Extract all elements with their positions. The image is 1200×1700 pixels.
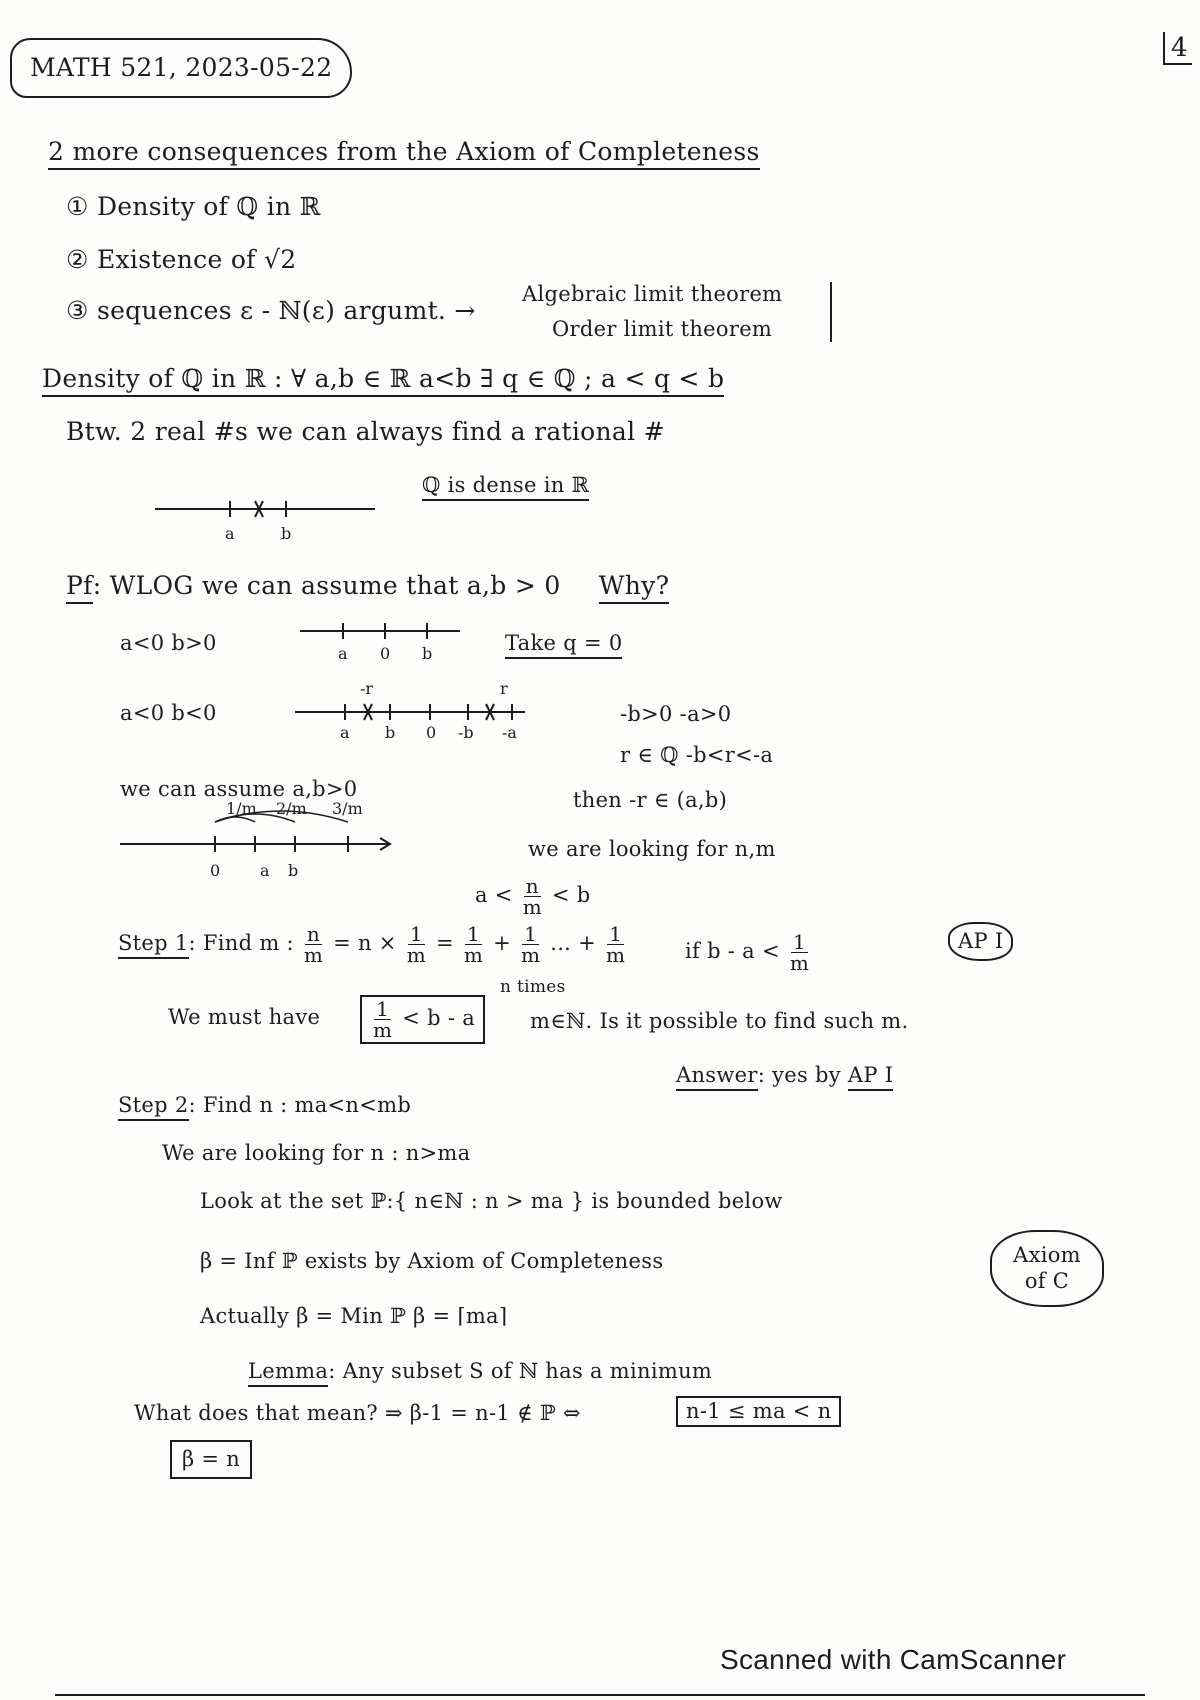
tick-label-0: 0	[380, 644, 391, 663]
step-2-looking: We are looking for n : n>ma	[162, 1141, 471, 1165]
number-line-1	[150, 495, 380, 545]
negatives-positive: -b>0 -a>0	[620, 702, 732, 726]
answer-line: Answer: yes by AP I	[676, 1064, 893, 1087]
assume-positive: we can assume a,b>0	[120, 777, 358, 801]
number-line-4	[120, 800, 400, 890]
tick-label-r: -r	[360, 679, 374, 698]
boxed-beta-equals-n: β = n	[170, 1440, 252, 1479]
fraction-n-over-m: $\frac{n}{m}$	[522, 874, 542, 919]
density-title: Density of ℚ in ℝ : ∀ a,b ∈ ℝ a<b ∃ q ∈ ℚ ; a < q < b	[42, 364, 724, 397]
pf-label: Pf	[66, 571, 93, 604]
min-ceiling: Actually β = Min ℙ β = ⌈ma⌉	[200, 1304, 508, 1328]
step-2-label: Step 2	[118, 1093, 189, 1121]
what-does-it-mean: What does that mean? ⇒ β-1 = n-1 ∉ ℙ ⇔	[134, 1401, 581, 1425]
page-title: MATH 521, 2023-05-22	[10, 38, 352, 98]
take-q-zero: Take q = 0	[505, 632, 622, 659]
bracket-mark	[830, 282, 832, 342]
tick-label-b: b	[288, 861, 299, 880]
list-item: ① Density of ℚ in ℝ	[66, 192, 321, 221]
if-condition: if b - a < $\frac{1}{m}$	[685, 930, 810, 975]
list-item: ② Existence of √2	[66, 245, 297, 274]
ineq-left: a <	[475, 883, 513, 907]
scanner-watermark: Scanned with CamScanner	[720, 1644, 1067, 1675]
tick-label-a: a	[338, 644, 348, 663]
order-limit-theorem: Order limit theorem	[552, 317, 773, 341]
btw-note: Btw. 2 real #s we can always find a rational #	[66, 417, 665, 446]
lemma-text: : Any subset S of ℕ has a minimum	[328, 1359, 713, 1383]
step-1-label: Step 1	[118, 931, 189, 959]
number-line-2	[295, 617, 465, 665]
wlog-text: : WLOG we can assume that a,b > 0	[92, 571, 561, 600]
tick-label-2m: 2/m	[276, 799, 307, 818]
ineq-right: < b	[551, 883, 591, 907]
tick-label-nega: -a	[502, 723, 517, 742]
tick-label-b: b	[281, 524, 292, 543]
section-heading: 2 more consequences from the Axiom of Completeness	[48, 138, 760, 170]
ap-note-bubble: AP I	[948, 922, 1013, 961]
tick-label-0: 0	[426, 723, 437, 742]
inf-exists: β = Inf ℙ exists by Axiom of Completeness	[200, 1249, 664, 1273]
set-p-bounded: Look at the set ℙ:{ n∈ℕ : n > ma } is bounded below	[200, 1189, 783, 1213]
why-note: Why?	[599, 571, 670, 604]
tick-label-a: a	[340, 723, 350, 742]
density-statement	[42, 365, 724, 393]
tick-label-b: b	[385, 723, 396, 742]
step-1-line: Step 1: Find m : $\frac{n}{m}$ = n × $\frac{1}{m}$ = $\frac{1}{m}$ + $\frac{1}{m}$ ... + $\frac{1}{m}$	[118, 922, 626, 967]
lemma-label: Lemma	[248, 1359, 328, 1387]
footer-divider	[55, 1694, 1145, 1696]
step-2-find: : Find n : ma<n<mb	[188, 1093, 412, 1117]
tick-label-0: 0	[210, 861, 221, 880]
lemma-line	[248, 1360, 712, 1383]
target-inequality	[475, 876, 591, 917]
tick-label-a: a	[225, 524, 235, 543]
case-2: a<0 b<0	[120, 701, 217, 725]
then-neg-r: then -r ∈ (a,b)	[573, 788, 728, 812]
boxed-condition: $\frac{1}{m}$ < b - a	[360, 995, 485, 1044]
tick-label-negb: -b	[458, 723, 474, 742]
step-2-line	[118, 1094, 411, 1117]
page-number: 4	[1163, 32, 1192, 65]
tick-label-a: a	[260, 861, 270, 880]
tick-label-3m: 3/m	[332, 799, 363, 818]
must-have: We must have	[168, 1005, 321, 1029]
dense-note: ℚ is dense in ℝ	[422, 474, 589, 501]
axiom-note-bubble: Axiom of C	[990, 1230, 1104, 1307]
n-times-note: n times	[500, 977, 566, 997]
tick-label-1m: 1/m	[226, 799, 257, 818]
tick-label-negr: r	[500, 679, 508, 698]
boxed-inequality: n-1 ≤ ma < n	[676, 1396, 841, 1427]
case-1: a<0 b>0	[120, 631, 217, 655]
list-item: ③ sequences ε - ℕ(ε) argumt. →	[66, 296, 476, 325]
tick-label-b: b	[422, 644, 433, 663]
step-1-find: : Find m :	[188, 931, 294, 955]
is-it-possible: m∈ℕ. Is it possible to find such m.	[530, 1009, 909, 1033]
number-line-3	[290, 680, 530, 742]
wlog-line	[66, 572, 669, 600]
looking-for-nm: we are looking for n,m	[528, 837, 776, 861]
r-in-q: r ∈ ℚ -b<r<-a	[620, 743, 774, 767]
algebraic-limit-theorem: Algebraic limit theorem	[522, 282, 783, 306]
